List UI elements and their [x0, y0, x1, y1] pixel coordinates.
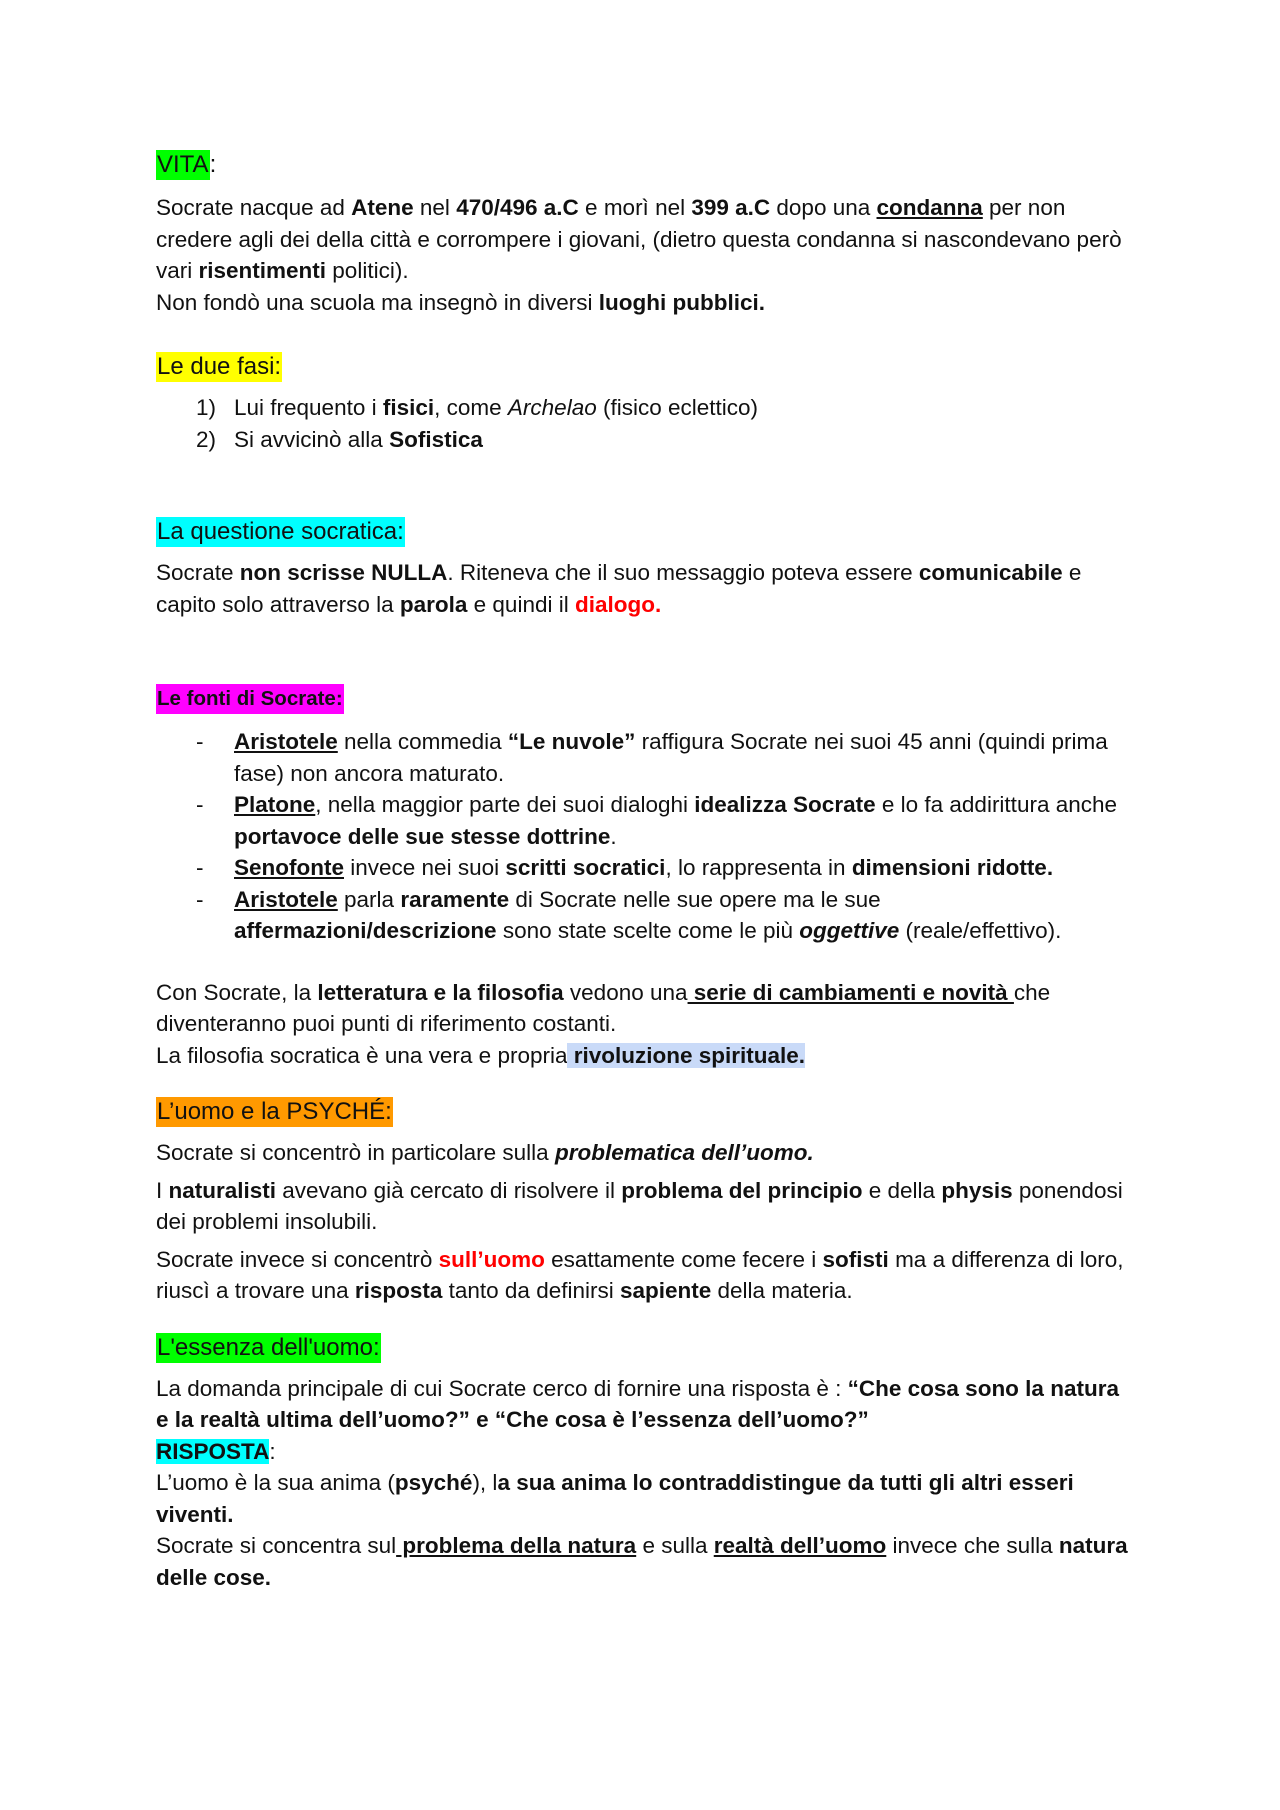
essenza-paragraph-3: Socrate si concentra sul problema della natura e sulla realtà dell’uomo invece che sulla natura delle cose.	[156, 1533, 1128, 1590]
vita-paragraph-1: Socrate nacque ad Atene nel 470/496 a.C e morì nel 399 a.C dopo una condanna per non credere agli dei della città e corrompere i giovani, (dietro questa condanna si nascondevano però vari risentimenti politici).	[156, 195, 1122, 283]
list-item: - Aristotele parla raramente di Socrate nelle sue opere ma le sue affermazioni/descrizione sono state scelte come le più oggettive (reale/effettivo).	[196, 886, 1062, 943]
risposta-label: RISPOSTA	[156, 1438, 270, 1464]
list-item: 1) Lui frequento i fisici, come Archelao (fisico eclettico)	[196, 395, 759, 420]
heading-vita: VITA	[157, 151, 209, 178]
list-item: - Aristotele nella commedia “Le nuvole” raffigura Socrate nei suoi 45 anni (quindi prima fase) non ancora maturato.	[196, 729, 1108, 786]
heading-fonti: Le fonti di Socrate:	[156, 684, 344, 714]
essenza-risposta: RISPOSTA:	[156, 1438, 276, 1464]
fonti-list	[156, 726, 1136, 947]
heading-vita-colon: :	[209, 151, 217, 178]
fasi-list	[156, 392, 1136, 455]
section-rivoluzione	[156, 977, 1136, 1072]
essenza-paragraph-1: La domanda principale di cui Socrate cerco di fornire una risposta è : “Che cosa sono la natura e la realtà ultima dell’uomo?” e “Che cosa è l’essenza dell’uomo?”	[156, 1375, 1119, 1432]
list-item: 2) Si avvicinò alla Sofistica	[196, 426, 483, 452]
list-item: - Platone, nella maggior parte dei suoi dialoghi idealizza Socrate e lo fa addirittura anche portavoce delle sue stesse dottrine.	[196, 792, 1118, 849]
section-due-fasi	[156, 352, 1136, 455]
section-vita	[156, 150, 1136, 318]
psyche-paragraph-2: I naturalisti avevano già cercato di risolvere il problema del principio e della physis ponendosi dei problemi insolubili.	[156, 1177, 1123, 1234]
list-item: - Senofonte invece nei suoi scritti socratici, lo rappresenta in dimensioni ridotte.	[196, 855, 1054, 880]
heading-psyche: L’uomo e la PSYCHÉ:	[157, 1098, 392, 1125]
rivoluzione-paragraph-2: La filosofia socratica è una vera e propria rivoluzione spirituale.	[156, 1042, 806, 1068]
heading-due-fasi: Le due fasi:	[157, 353, 282, 380]
psyche-paragraph-1: Socrate si concentrò in particolare sulla problematica dell’uomo.	[156, 1140, 814, 1165]
rivoluzione-paragraph-1: Con Socrate, la letteratura e la filosofia vedono una serie di cambiamenti e novità che diventeranno puoi punti di riferimento costanti.	[156, 979, 1051, 1036]
section-essenza	[156, 1333, 1136, 1594]
heading-essenza: L'essenza dell'uomo:	[157, 1333, 380, 1361]
essenza-paragraph-2: L’uomo è la sua anima (psyché), la sua anima lo contraddistingue da tutti gli altri esseri viventi.	[156, 1470, 1074, 1527]
section-psyche	[156, 1097, 1136, 1307]
psyche-paragraph-3: Socrate invece si concentrò sull’uomo esattamente come fecere i sofisti ma a differenza di loro, riuscì a trovare una risposta tanto da definirsi sapiente della materia.	[156, 1246, 1124, 1303]
section-fonti	[156, 684, 1136, 947]
questione-paragraph: Socrate non scrisse NULLA. Riteneva che il suo messaggio poteva essere comunicabile e capito solo attraverso la parola e quindi il dialogo.	[156, 560, 1082, 617]
heading-questione-socratica: La questione socratica:	[157, 518, 404, 545]
vita-paragraph-2: Non fondò una scuola ma insegnò in diversi luoghi pubblici.	[156, 289, 766, 315]
document-page	[156, 150, 1136, 1593]
section-questione-socratica	[156, 517, 1136, 620]
